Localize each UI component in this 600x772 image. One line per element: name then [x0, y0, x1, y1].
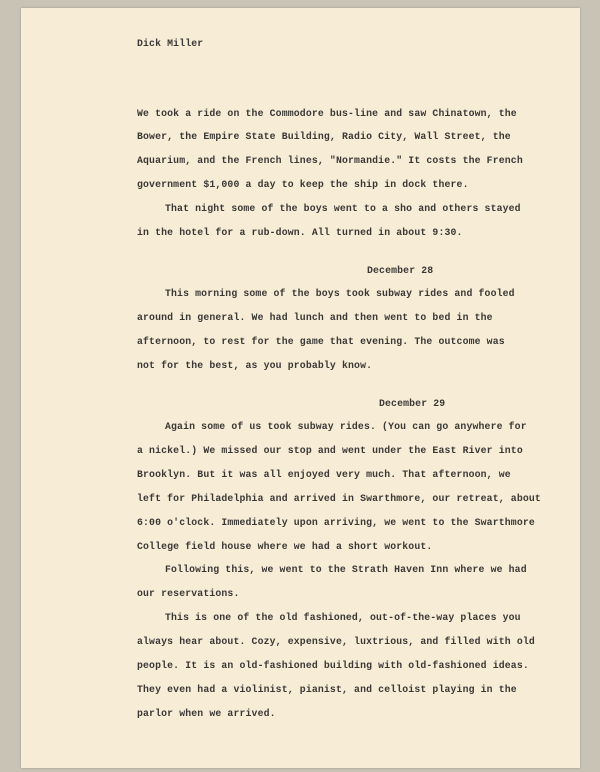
- text-line: not for the best, as you probably know.: [137, 360, 373, 371]
- text-line: around in general. We had lunch and then went to bed in the: [137, 312, 493, 323]
- text-line: in the hotel for a rub-down. All turned in about 9:30.: [137, 227, 463, 238]
- text-line: people. It is an old-fashioned building with old-fashioned ideas.: [137, 660, 529, 671]
- text-line: College field house where we had a short workout.: [137, 541, 433, 552]
- text-line: government $1,000 a day to keep the ship in dock there.: [137, 179, 469, 190]
- text-line: Bower, the Empire State Building, Radio City, Wall Street, the: [137, 131, 511, 142]
- text-line: Again some of us took subway rides. (You can go anywhere for: [165, 421, 527, 432]
- text-line: a nickel.) We missed our stop and went under the East River into: [137, 445, 523, 456]
- text-line: 6:00 o'clock. Immediately upon arriving, we went to the Swarthmore: [137, 517, 535, 528]
- text-line: This morning some of the boys took subway rides and fooled: [165, 288, 515, 299]
- text-line: Aquarium, and the French lines, "Normandie." It costs the French: [137, 155, 523, 166]
- date-heading: December 29: [379, 398, 446, 409]
- text-line: We took a ride on the Commodore bus-line and saw Chinatown, the: [137, 108, 517, 119]
- text-line: That night some of the boys went to a sho and others stayed: [165, 203, 521, 214]
- text-line: parlor when we arrived.: [137, 708, 276, 719]
- author-header: Dick Miller: [137, 38, 204, 49]
- text-line: always hear about. Cozy, expensive, luxtrious, and filled with old: [137, 636, 535, 647]
- text-line: Following this, we went to the Strath Haven Inn where we had: [165, 564, 527, 575]
- text-line: They even had a violinist, pianist, and celloist playing in the: [137, 684, 517, 695]
- date-heading: December 28: [367, 265, 434, 276]
- text-line: This is one of the old fashioned, out-of-the-way places you: [165, 612, 521, 623]
- text-line: afternoon, to rest for the game that evening. The outcome was: [137, 336, 505, 347]
- text-line: Brooklyn. But it was all enjoyed very much. That afternoon, we: [137, 469, 511, 480]
- text-line: our reservations.: [137, 588, 240, 599]
- text-line: left for Philadelphia and arrived in Swarthmore, our retreat, about: [137, 493, 541, 504]
- typewritten-page: [21, 8, 580, 768]
